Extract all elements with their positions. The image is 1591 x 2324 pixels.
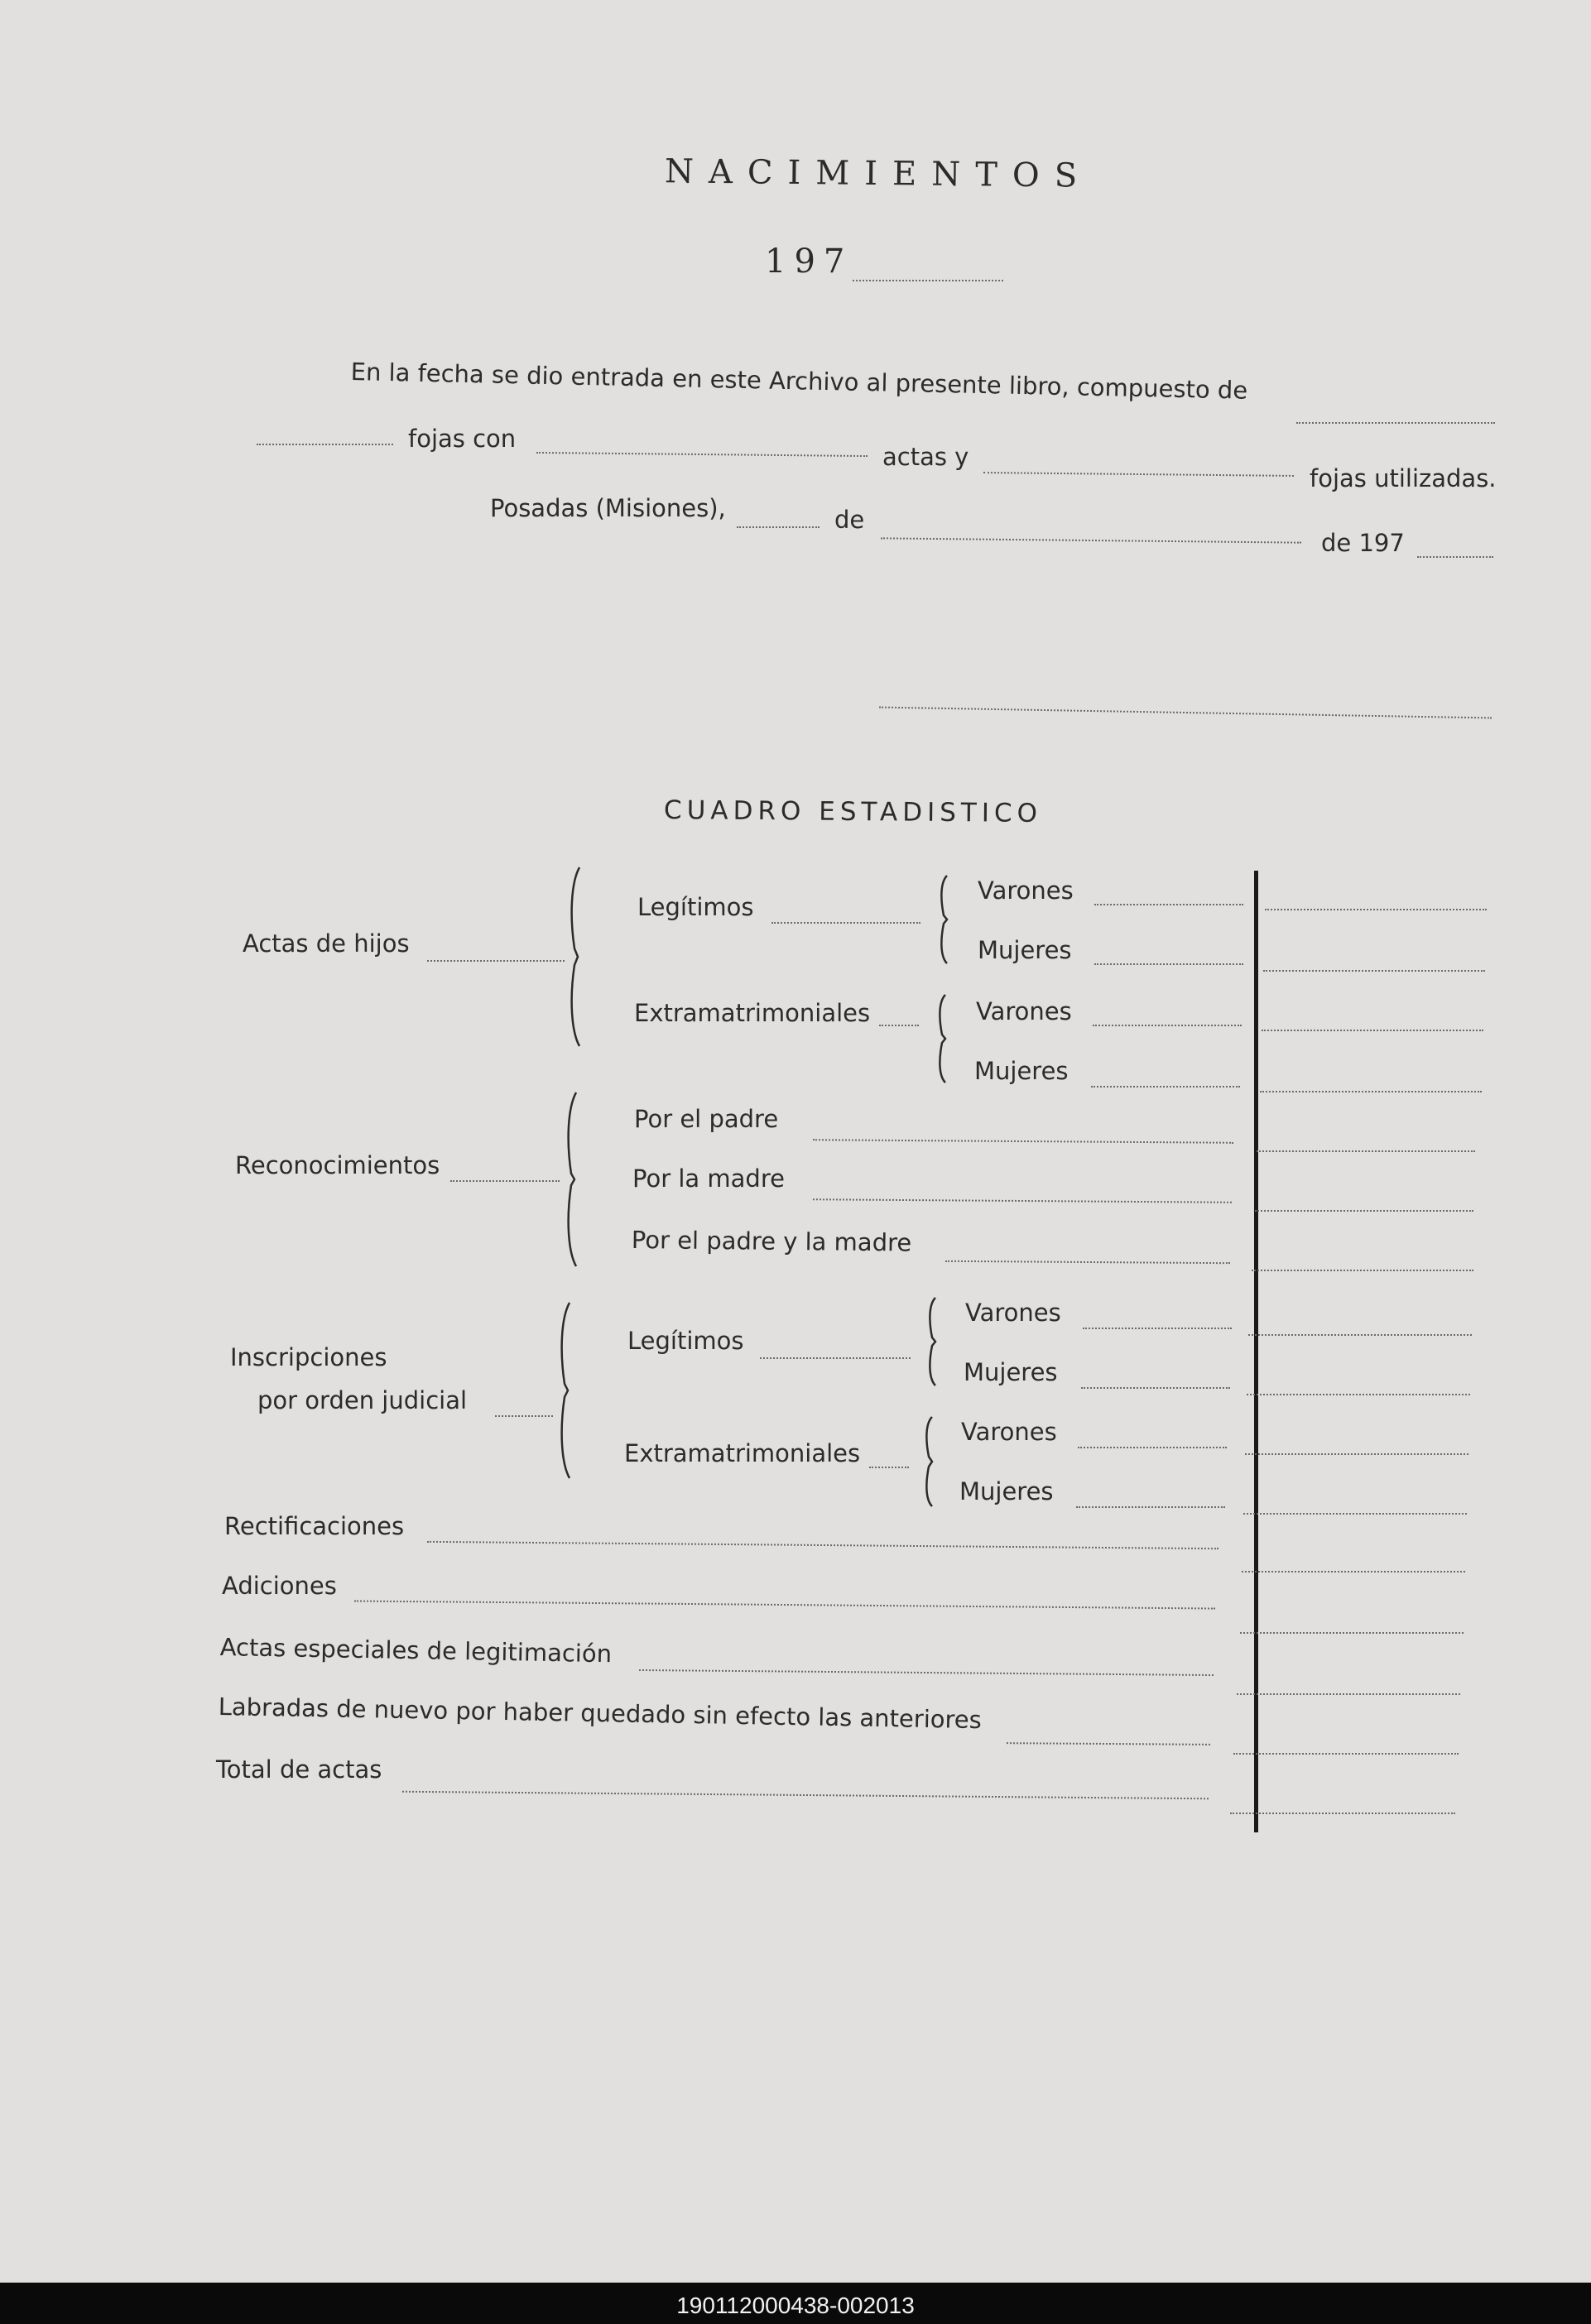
inscripciones-label-1: Inscripciones <box>230 1343 387 1371</box>
actas-especiales-label: Actas especiales de legitimación <box>219 1633 613 1669</box>
actas-extra-varones: Varones <box>976 997 1072 1025</box>
actas-legitimos-mujeres: Mujeres <box>978 936 1072 964</box>
year-end-blank <box>1417 556 1493 558</box>
reconocimientos-label: Reconocimientos <box>235 1151 440 1179</box>
actas-legitimos-varones-total <box>1265 909 1487 910</box>
actas-legitimos-brace <box>935 874 954 965</box>
inscripciones-legitimos-varones: Varones <box>965 1299 1061 1327</box>
actas-count-blank <box>536 452 868 457</box>
intro-line-1: En la fecha se dio entrada en este Archivo al presente libro, compuesto de <box>350 358 1248 405</box>
actas-hijos-label: Actas de hijos <box>243 929 410 958</box>
actas-extra-mujeres-leader <box>1091 1086 1240 1088</box>
actas-especiales-leader <box>639 1669 1214 1676</box>
inscripciones-legitimos-varones-leader <box>1083 1328 1232 1329</box>
reconocimiento-padre-total <box>1257 1150 1475 1152</box>
rectificaciones-label: Rectificaciones <box>224 1512 405 1540</box>
inscripciones-extra-mujeres-leader <box>1076 1506 1225 1508</box>
inscripciones-extra-mujeres-total <box>1243 1513 1467 1515</box>
inscripciones-leader <box>495 1415 553 1417</box>
reconocimiento-madre-total <box>1255 1210 1473 1212</box>
adiciones-leader <box>354 1600 1215 1609</box>
signature-line <box>879 707 1492 719</box>
document-id: 190112000438-002013 <box>676 2293 915 2318</box>
inscripciones-legitimos-brace <box>924 1296 942 1387</box>
actas-legitimos-label: Legítimos <box>637 893 754 921</box>
actas-extra-leader <box>879 1025 919 1026</box>
reconocimiento-padre: Por el padre <box>634 1105 779 1133</box>
inscripciones-legitimos-mujeres-leader <box>1081 1387 1230 1389</box>
actas-hijos-brace <box>566 866 584 1048</box>
pages-count-blank-2 <box>257 444 393 445</box>
inscripciones-legitimos-mujeres-total <box>1247 1394 1470 1395</box>
reconocimiento-ambos-total <box>1252 1270 1473 1271</box>
actas-extra-brace <box>934 993 952 1084</box>
inscripciones-extra-leader <box>869 1467 909 1468</box>
footer-bar <box>0 2283 1591 2324</box>
used-pages-blank <box>983 472 1294 477</box>
reconocimiento-ambos-leader <box>945 1260 1230 1264</box>
inscripciones-extra-mujeres: Mujeres <box>959 1477 1054 1505</box>
actas-extra-mujeres: Mujeres <box>974 1057 1069 1085</box>
actas-extra-varones-leader <box>1093 1025 1242 1026</box>
total-actas-label: Total de actas <box>216 1755 382 1784</box>
actas-legitimos-leader <box>771 922 920 924</box>
labradas-total <box>1233 1753 1459 1755</box>
total-actas-total <box>1230 1813 1455 1814</box>
actas-extra-mujeres-total <box>1260 1091 1482 1092</box>
inscripciones-extra-brace <box>920 1415 939 1508</box>
actas-hijos-leader <box>427 960 565 962</box>
fojas-con-label: fojas con <box>408 425 517 453</box>
month-blank <box>881 537 1301 543</box>
year-blank <box>853 280 1003 281</box>
actas-legitimos-mujeres-leader <box>1094 963 1243 965</box>
labradas-leader <box>1007 1742 1210 1745</box>
de-year-label: de 197 <box>1321 529 1405 557</box>
place-label: Posadas (Misiones), <box>490 494 726 522</box>
actas-extra-varones-total <box>1262 1030 1483 1031</box>
reconocimiento-madre: Por la madre <box>632 1164 785 1193</box>
de-label: de <box>834 506 865 534</box>
stats-title: CUADRO ESTADISTICO <box>663 795 1043 828</box>
actas-y-label: actas y <box>882 443 969 471</box>
document-title: NACIMIENTOS <box>664 152 1093 195</box>
inscripciones-legitimos-leader <box>760 1357 911 1359</box>
rectificaciones-leader <box>427 1541 1218 1549</box>
inscripciones-label-2: por orden judicial <box>257 1386 468 1414</box>
inscripciones-extra-varones-total <box>1245 1453 1468 1455</box>
actas-legitimos-varones: Varones <box>978 876 1074 905</box>
reconocimiento-madre-leader <box>813 1198 1232 1203</box>
rectificaciones-total <box>1242 1571 1465 1573</box>
actas-extra-label: Extramatrimoniales <box>634 999 871 1027</box>
inscripciones-legitimos-label: Legítimos <box>627 1327 744 1355</box>
actas-especiales-total <box>1237 1693 1460 1695</box>
inscripciones-extra-label: Extramatrimoniales <box>624 1439 861 1467</box>
reconocimiento-ambos: Por el padre y la madre <box>631 1226 912 1257</box>
reconocimientos-brace <box>563 1091 581 1268</box>
total-actas-leader <box>402 1791 1209 1799</box>
reconocimiento-padre-leader <box>813 1139 1233 1144</box>
inscripciones-legitimos-mujeres: Mujeres <box>964 1358 1058 1386</box>
inscripciones-brace <box>556 1301 574 1480</box>
inscripciones-legitimos-varones-total <box>1248 1334 1472 1336</box>
year-label: 197 <box>765 242 853 281</box>
pages-count-blank <box>1296 422 1495 424</box>
adiciones-total <box>1240 1632 1464 1634</box>
inscripciones-extra-varones-leader <box>1078 1447 1227 1448</box>
reconocimientos-leader <box>450 1180 560 1182</box>
fojas-utilizadas-label: fojas utilizadas. <box>1310 464 1497 492</box>
day-blank <box>737 526 820 528</box>
actas-legitimos-varones-leader <box>1094 904 1243 905</box>
column-divider <box>1254 871 1258 1832</box>
inscripciones-extra-varones: Varones <box>961 1418 1057 1446</box>
actas-legitimos-mujeres-total <box>1263 970 1485 972</box>
adiciones-label: Adiciones <box>222 1572 337 1600</box>
labradas-label: Labradas de nuevo por haber quedado sin efecto las anteriores <box>218 1693 983 1735</box>
